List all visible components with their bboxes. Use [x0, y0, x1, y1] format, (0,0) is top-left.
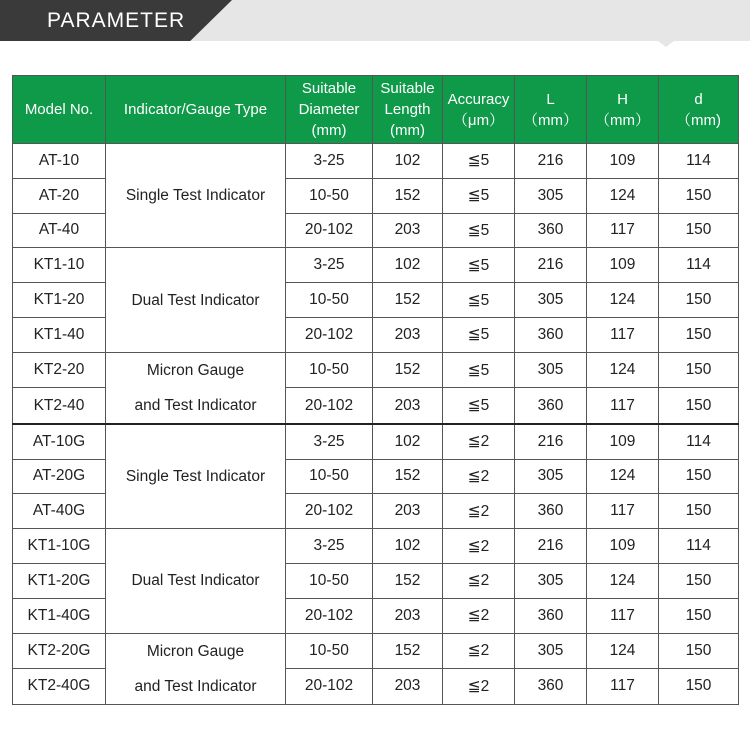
diameter-cell: 10-50	[286, 283, 373, 318]
accuracy-cell: ≦5	[443, 213, 515, 248]
h-cell: 124	[587, 352, 659, 387]
h-cell: 117	[587, 317, 659, 352]
accuracy-cell: ≦2	[443, 529, 515, 564]
model-cell: KT1-40	[13, 317, 106, 352]
diameter-cell: 3-25	[286, 144, 373, 179]
l-cell: 305	[515, 459, 587, 494]
accuracy-header	[443, 76, 515, 144]
header-text: d	[694, 90, 703, 108]
d-cell: 150	[659, 317, 739, 352]
h-cell: 124	[587, 633, 659, 669]
table-row	[13, 248, 739, 283]
diameter-cell: 10-50	[286, 459, 373, 494]
model-cell: KT1-10G	[13, 529, 106, 564]
model-cell: AT-20	[13, 178, 106, 213]
h-cell: 124	[587, 178, 659, 213]
type-cell	[106, 144, 286, 248]
d-cell: 150	[659, 213, 739, 248]
type-cell	[106, 248, 286, 352]
type-text: Micron Gauge	[146, 361, 245, 379]
model-cell: AT-40G	[13, 494, 106, 529]
length-cell: 102	[373, 248, 443, 283]
h-cell: 124	[587, 283, 659, 318]
d-cell: 150	[659, 283, 739, 318]
header-text: Suitable	[301, 80, 357, 97]
header-text: H	[617, 90, 628, 108]
d-cell: 114	[659, 529, 739, 564]
diameter-header	[286, 76, 373, 144]
accuracy-cell: ≦2	[443, 598, 515, 633]
header-text: (mm)	[390, 122, 425, 139]
type-text: and Test Indicator	[134, 677, 257, 695]
model-cell: KT2-20	[13, 352, 106, 387]
type-cell	[106, 529, 286, 633]
accuracy-cell: ≦5	[443, 283, 515, 318]
h-cell: 117	[587, 598, 659, 633]
header-text: Length	[384, 101, 431, 118]
h-cell: 124	[587, 459, 659, 494]
l-cell: 216	[515, 529, 587, 564]
model-cell: KT1-40G	[13, 598, 106, 633]
diameter-cell: 10-50	[286, 633, 373, 669]
l-cell: 305	[515, 633, 587, 669]
page-title: PARAMETER	[47, 9, 186, 32]
d-cell: 114	[659, 144, 739, 179]
model-cell: KT2-20G	[13, 633, 106, 669]
accuracy-cell: ≦5	[443, 144, 515, 179]
length-cell: 152	[373, 178, 443, 213]
diameter-cell: 3-25	[286, 424, 373, 459]
length-header	[373, 76, 443, 144]
h-cell: 117	[587, 388, 659, 424]
accuracy-cell: ≦5	[443, 178, 515, 213]
diameter-cell: 10-50	[286, 352, 373, 387]
table-header-row	[13, 76, 739, 144]
accuracy-cell: ≦2	[443, 459, 515, 494]
l-cell: 305	[515, 352, 587, 387]
diameter-cell: 10-50	[286, 178, 373, 213]
l-cell: 360	[515, 317, 587, 352]
d-cell: 150	[659, 178, 739, 213]
type-text: Single Test Indicator	[125, 187, 266, 205]
model-no-header	[13, 76, 106, 144]
length-cell: 203	[373, 317, 443, 352]
model-cell: AT-40	[13, 213, 106, 248]
accuracy-cell: ≦2	[443, 633, 515, 669]
length-cell: 152	[373, 352, 443, 387]
accuracy-cell: ≦5	[443, 248, 515, 283]
l-cell: 360	[515, 388, 587, 424]
header-text: Indicator/Gauge Type	[123, 101, 268, 118]
banner-notch	[658, 41, 674, 47]
table-row	[13, 633, 739, 669]
d-cell: 150	[659, 388, 739, 424]
diameter-cell: 10-50	[286, 563, 373, 598]
model-cell: AT-10	[13, 144, 106, 179]
table-body	[13, 144, 739, 705]
l-cell: 360	[515, 598, 587, 633]
diameter-cell: 20-102	[286, 669, 373, 705]
type-text: Dual Test Indicator	[131, 291, 260, 309]
type-cell	[106, 352, 286, 424]
table-row	[13, 424, 739, 459]
d-cell: 114	[659, 248, 739, 283]
d-cell: 150	[659, 563, 739, 598]
table-row	[13, 352, 739, 387]
accuracy-cell: ≦5	[443, 317, 515, 352]
h-cell: 117	[587, 213, 659, 248]
header-text: （mm）	[523, 111, 578, 129]
length-cell: 203	[373, 494, 443, 529]
type-text: Single Test Indicator	[125, 467, 266, 485]
h-cell: 109	[587, 144, 659, 179]
h-cell: 109	[587, 529, 659, 564]
l-cell: 360	[515, 494, 587, 529]
l-cell: 305	[515, 283, 587, 318]
type-text: and Test Indicator	[134, 396, 257, 414]
type-text: Dual Test Indicator	[131, 572, 260, 590]
h-cell: 117	[587, 669, 659, 705]
header-text: （mm）	[595, 111, 650, 129]
accuracy-cell: ≦2	[443, 563, 515, 598]
l-cell: 305	[515, 563, 587, 598]
l-header	[515, 76, 587, 144]
diameter-cell: 20-102	[286, 213, 373, 248]
header-text: (mm)	[311, 122, 347, 139]
length-cell: 152	[373, 459, 443, 494]
header-text: Model No.	[24, 101, 94, 118]
header-text: L	[546, 90, 555, 108]
length-cell: 203	[373, 388, 443, 424]
d-cell: 150	[659, 598, 739, 633]
l-cell: 305	[515, 178, 587, 213]
d-cell: 150	[659, 494, 739, 529]
length-cell: 102	[373, 144, 443, 179]
diameter-cell: 3-25	[286, 248, 373, 283]
length-cell: 102	[373, 529, 443, 564]
length-cell: 203	[373, 213, 443, 248]
d-cell: 150	[659, 669, 739, 705]
type-cell	[106, 633, 286, 704]
l-cell: 216	[515, 144, 587, 179]
d-cell: 114	[659, 424, 739, 459]
l-cell: 360	[515, 213, 587, 248]
l-cell: 216	[515, 248, 587, 283]
model-cell: KT1-20G	[13, 563, 106, 598]
length-cell: 203	[373, 598, 443, 633]
h-cell: 109	[587, 424, 659, 459]
h-header	[587, 76, 659, 144]
diameter-cell: 20-102	[286, 494, 373, 529]
l-cell: 360	[515, 669, 587, 705]
accuracy-cell: ≦5	[443, 388, 515, 424]
parameter-table	[12, 75, 739, 705]
length-cell: 152	[373, 283, 443, 318]
accuracy-cell: ≦2	[443, 424, 515, 459]
length-cell: 152	[373, 563, 443, 598]
table-row	[13, 144, 739, 179]
model-cell: KT1-20	[13, 283, 106, 318]
accuracy-cell: ≦5	[443, 352, 515, 387]
h-cell: 109	[587, 248, 659, 283]
model-cell: KT2-40	[13, 388, 106, 424]
header-text: （mm)	[676, 111, 721, 129]
header-text: Accuracy	[447, 90, 510, 108]
d-cell: 150	[659, 459, 739, 494]
header-text: Suitable	[380, 80, 435, 97]
model-cell: KT1-10	[13, 248, 106, 283]
d-cell: 150	[659, 352, 739, 387]
diameter-cell: 20-102	[286, 598, 373, 633]
d-cell: 150	[659, 633, 739, 669]
type-cell	[106, 424, 286, 529]
type-header	[106, 76, 286, 144]
diameter-cell: 20-102	[286, 388, 373, 424]
accuracy-cell: ≦2	[443, 494, 515, 529]
length-cell: 102	[373, 424, 443, 459]
l-cell: 216	[515, 424, 587, 459]
h-cell: 117	[587, 494, 659, 529]
h-cell: 124	[587, 563, 659, 598]
d-header	[659, 76, 739, 144]
header-text: （μm）	[452, 111, 505, 129]
diameter-cell: 20-102	[286, 317, 373, 352]
model-cell: KT2-40G	[13, 669, 106, 705]
model-cell: AT-10G	[13, 424, 106, 459]
type-text: Micron Gauge	[146, 642, 245, 660]
header-text: Diameter	[298, 101, 360, 118]
length-cell: 203	[373, 669, 443, 705]
accuracy-cell: ≦2	[443, 669, 515, 705]
length-cell: 152	[373, 633, 443, 669]
diameter-cell: 3-25	[286, 529, 373, 564]
table-row	[13, 529, 739, 564]
model-cell: AT-20G	[13, 459, 106, 494]
